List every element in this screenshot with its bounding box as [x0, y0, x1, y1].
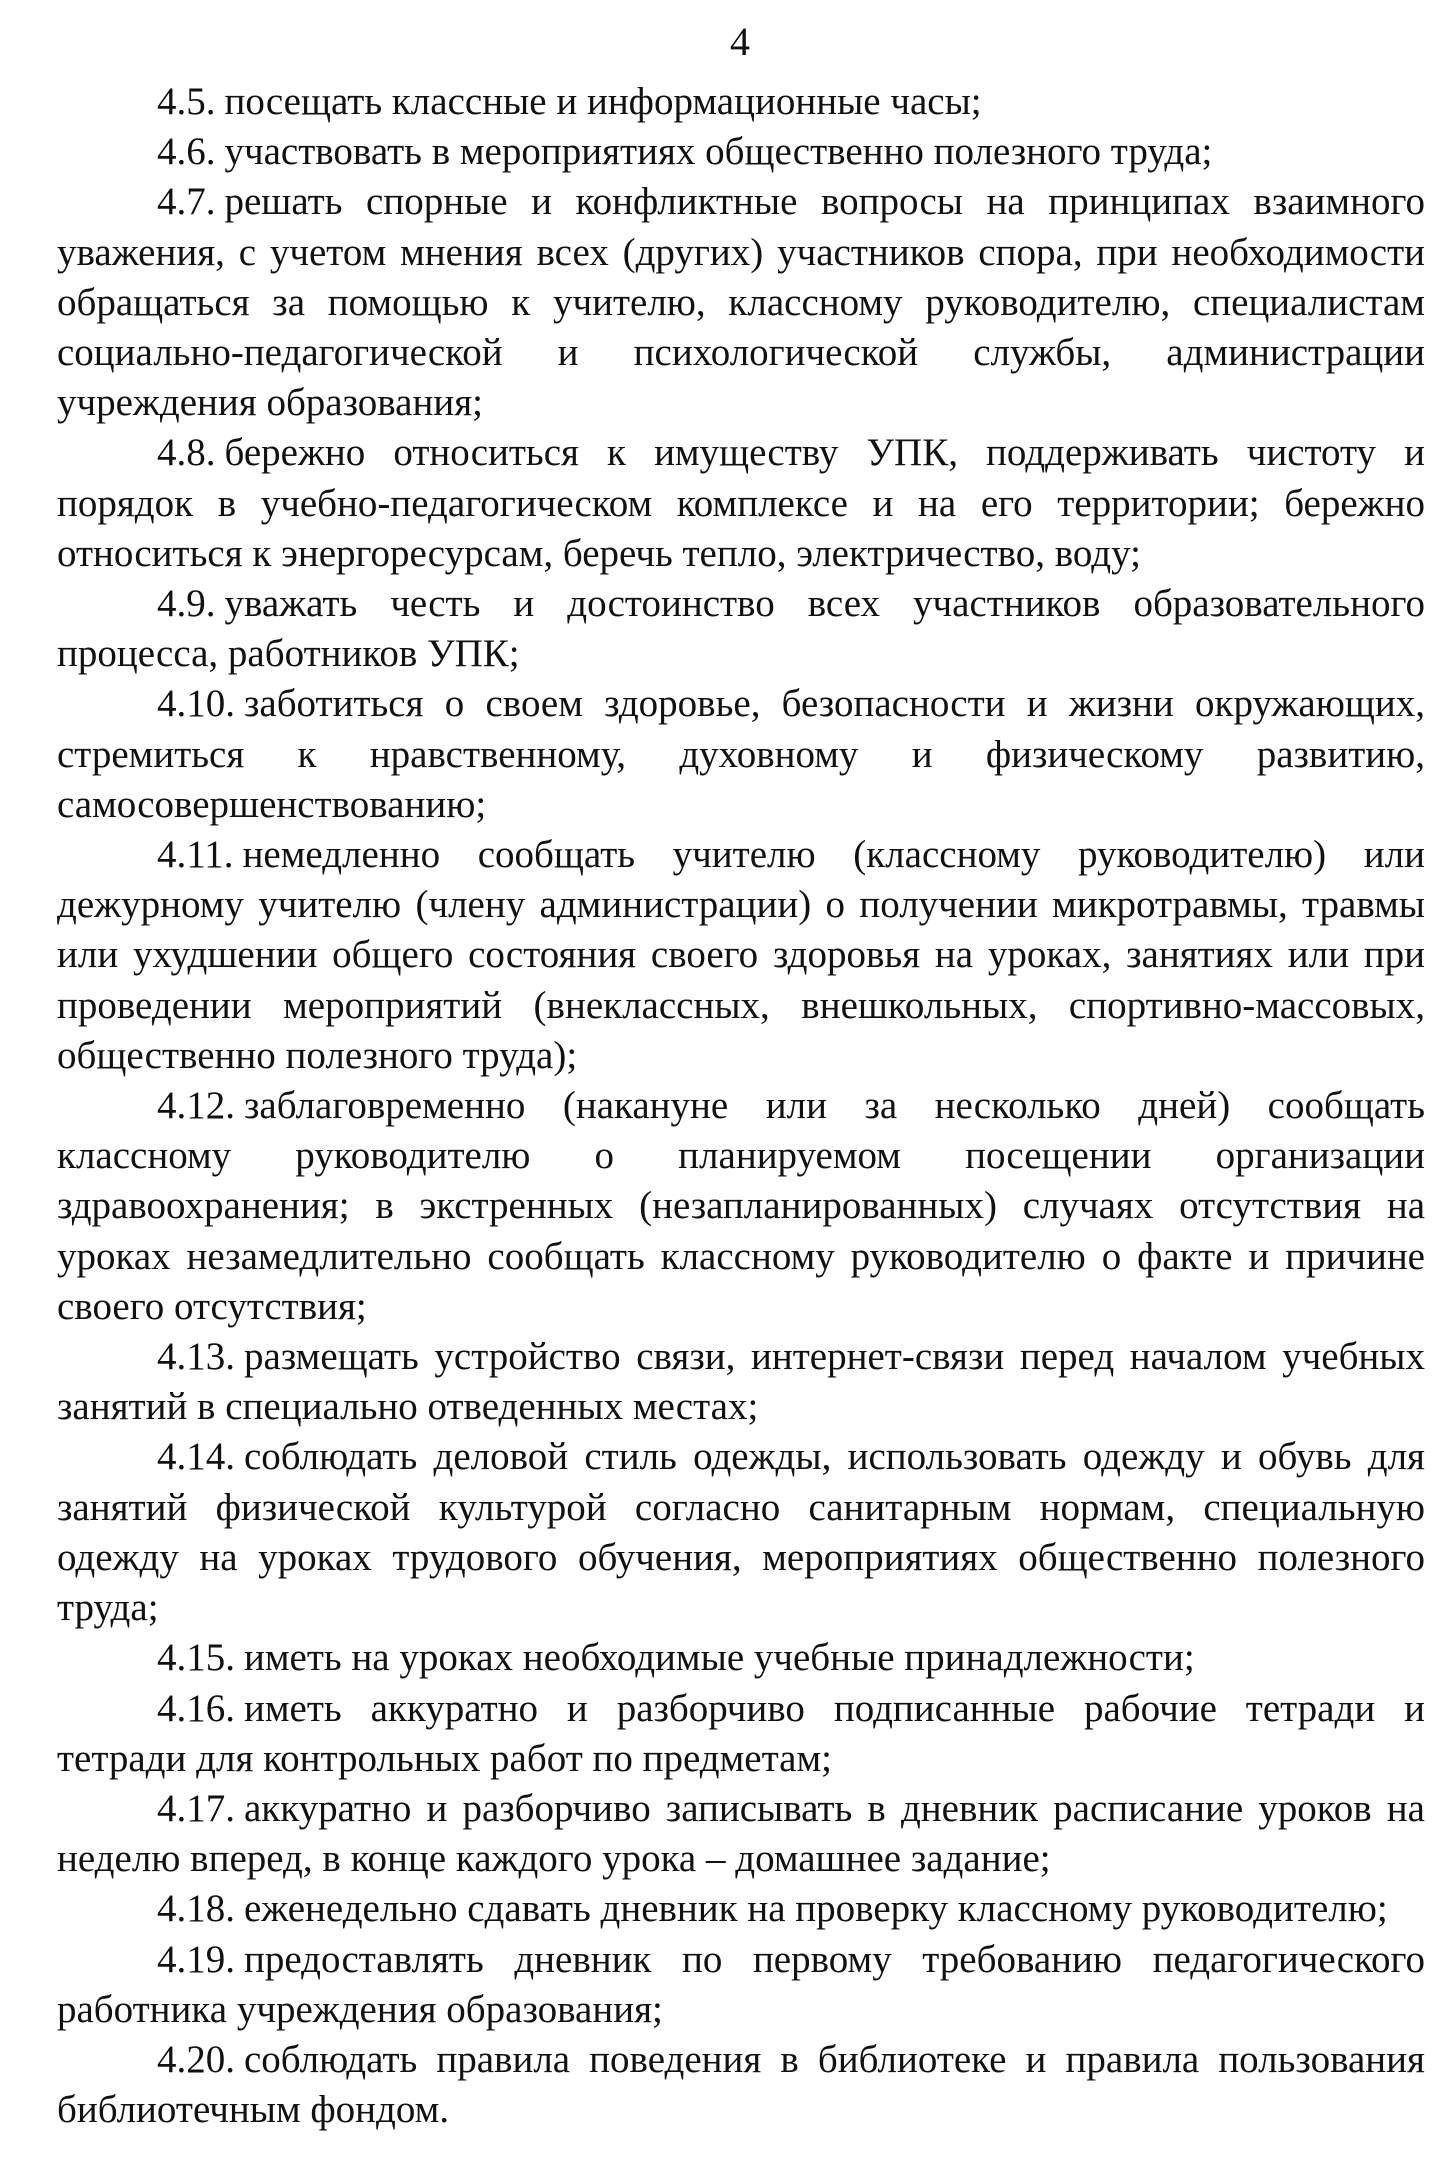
document-body [57, 77, 1425, 2135]
list-item [57, 1432, 1425, 1633]
list-item [57, 679, 1425, 830]
item-number: 4.12. [157, 1084, 235, 1128]
page-number: 4 [730, 19, 750, 64]
list-item [57, 1684, 1425, 1784]
item-number: 4.20. [157, 2037, 235, 2081]
list-item [57, 177, 1425, 428]
item-text: решать спорные и конфликтные вопросы на принципах взаимного уважения, с учетом мнения всех (других) участников спора, при необходимости обращаться за помощью к учителю, классному руководителю, специалистам социально-педагогической и психологической службы, администрации учреждения образования; [57, 180, 1425, 425]
item-number: 4.7. [157, 180, 216, 224]
list-item [57, 1784, 1425, 1884]
item-number: 4.13. [157, 1335, 235, 1379]
item-number: 4.14. [157, 1435, 235, 1479]
item-text: посещать классные и информационные часы; [224, 80, 982, 123]
item-text: бережно относиться к имуществу УПК, поддерживать чистоту и порядок в учебно-педагогическом комплексе и на его территории; бережно относиться к энергоресурсам, беречь тепло, электричество, воду; [57, 431, 1425, 575]
item-number: 4.17. [157, 1786, 235, 1830]
item-number: 4.8. [157, 431, 216, 475]
item-number: 4.10. [157, 682, 235, 726]
list-item [57, 830, 1425, 1081]
list-item [57, 1332, 1425, 1432]
item-text: заботиться о своем здоровье, безопасности и жизни окружающих, стремиться к нравственному, духовному и физическому развитию, самосовершенствованию; [57, 682, 1425, 826]
list-item [57, 77, 1425, 127]
item-text: уважать честь и достоинство всех участников образовательного процесса, работников УПК; [57, 582, 1425, 676]
item-number: 4.19. [157, 1937, 235, 1981]
list-item [57, 1633, 1425, 1683]
list-item [57, 1884, 1425, 1934]
list-item [57, 579, 1425, 679]
item-text: предоставлять дневник по первому требованию педагогического работника учреждения образования; [57, 1937, 1425, 2031]
item-number: 4.16. [157, 1686, 235, 1730]
item-text: размещать устройство связи, интернет-связи перед началом учебных занятий в специально отведенных местах; [57, 1335, 1425, 1429]
item-number: 4.5. [157, 80, 216, 123]
item-text: аккуратно и разборчиво записывать в дневник расписание уроков на неделю вперед, в конце каждого урока – домашнее задание; [57, 1786, 1425, 1881]
list-item [57, 127, 1425, 177]
item-number: 4.11. [157, 833, 234, 877]
item-text: иметь аккуратно и разборчиво подписанные рабочие тетради и тетради для контрольных работ по предметам; [57, 1686, 1425, 1780]
list-item [57, 1935, 1425, 2035]
item-text: участвовать в мероприятиях общественно полезного труда; [224, 130, 1213, 174]
item-text: иметь на уроках необходимые учебные принадлежности; [244, 1636, 1195, 1680]
item-number: 4.6. [157, 130, 216, 174]
item-number: 4.18. [157, 1887, 235, 1931]
list-item [57, 2035, 1425, 2135]
item-text: еженедельно сдавать дневник на проверку классному руководителю; [244, 1887, 1388, 1931]
list-item [57, 428, 1425, 579]
item-text: соблюдать правила поведения в библиотеке и правила пользования библиотечным фондом. [57, 2037, 1425, 2132]
list-item [57, 1081, 1425, 1332]
item-number: 4.15. [157, 1636, 235, 1680]
item-text: соблюдать деловой стиль одежды, использовать одежду и обувь для занятий физической культурой согласно санитарным нормам, специальную одежду на уроках трудового обучения, мероприятиях общественно полезного труда; [57, 1435, 1425, 1630]
item-text: немедленно сообщать учителю (классному руководителю) или дежурному учителю (члену администрации) о получении микротравмы, травмы или ухудшении общего состояния своего здоровья на уроках, занятиях или при проведении мероприятий (внеклассных, внешкольных, спортивно-массовых, общественно полезного труда); [57, 833, 1425, 1077]
item-text: заблаговременно (накануне или за несколько дней) сообщать классному руководителю о планируемом посещении организации здравоохранения; в экстренных (незапланированных) случаях отсутствия на уроках незамедлительно сообщать классному руководителю о факте и причине своего отсутствия; [57, 1084, 1425, 1328]
item-number: 4.9. [157, 582, 216, 626]
